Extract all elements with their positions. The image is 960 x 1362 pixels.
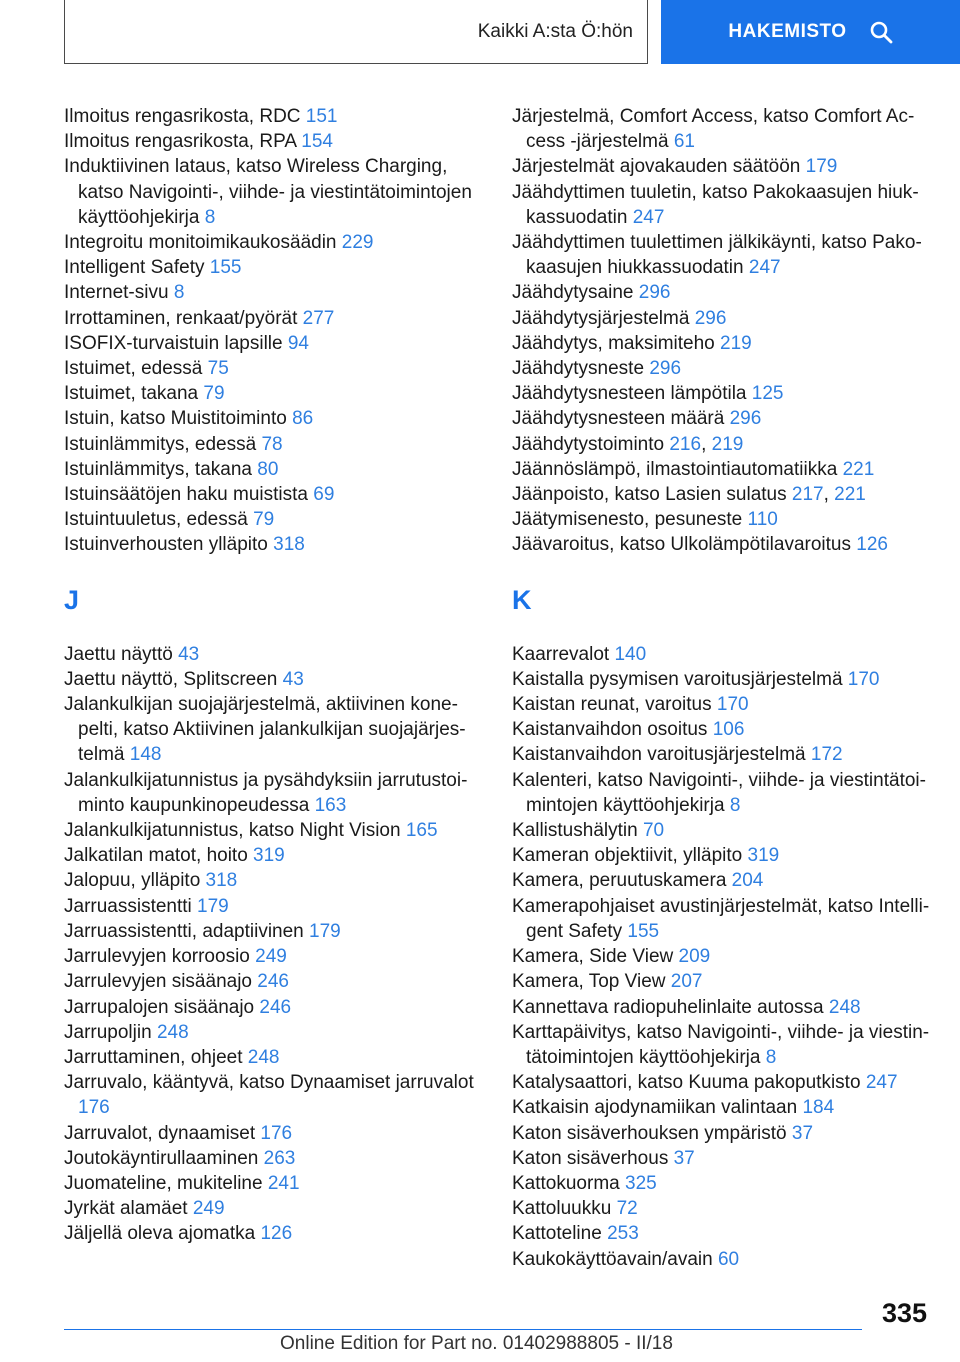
index-entry-text: Kattoluukku [512, 1198, 617, 1220]
index-entry [64, 944, 489, 969]
page-link[interactable]: 249 [192, 1198, 225, 1220]
index-entry [64, 507, 489, 532]
page-link[interactable]: 325 [625, 1172, 657, 1194]
index-entry [64, 1171, 489, 1196]
index-entry [64, 306, 489, 331]
index-entry-text: Kamera, peruutuskamera [512, 870, 732, 892]
index-entry-text: Jäähdytysnesteen määrä [512, 408, 730, 430]
page-link[interactable]: 179 [197, 895, 229, 917]
index-entry [64, 692, 489, 768]
page-link[interactable]: 155 [627, 920, 660, 942]
index-entry-text: Jäännöslämpö, ilmastointiautomatiikka [512, 458, 843, 480]
index-entry-text: Jaettu näyttö, Splitscreen [64, 668, 283, 690]
index-entry-text: Jarruttaminen, ohjeet [64, 1046, 248, 1068]
index-entry-text: Kaarrevalot [512, 643, 615, 665]
index-entry-text: Jäähdytys, maksimiteho [512, 332, 721, 354]
index-entry-text: Jarruvalot, dynaamiset [64, 1122, 261, 1144]
index-entry [64, 768, 489, 818]
index-entry-text: Jäähdytysneste [512, 358, 650, 380]
index-entry-text: Kameran objektiivit, ylläpito [512, 845, 748, 867]
page-link[interactable]: 60 [717, 1248, 740, 1270]
tab-index-label: HAKEMISTO [728, 21, 847, 42]
page-link[interactable]: 209 [678, 946, 711, 968]
index-entry-text: Jalankulkijatunnistus, katso Night Vision [64, 820, 406, 842]
index-entry [512, 1070, 937, 1095]
index-entry-text: Jarruassistentti [64, 895, 198, 917]
index-entry [512, 406, 937, 431]
page-link[interactable]: 176 [260, 1122, 293, 1144]
page-link[interactable]: 80 [257, 458, 279, 480]
page-link[interactable]: 8 [729, 794, 741, 816]
index-entry-text: Jäätymisenesto, pesuneste [512, 509, 748, 531]
index-entry [64, 642, 489, 667]
index-entry [512, 1196, 937, 1221]
index-entry [512, 532, 937, 557]
index-entry [512, 944, 937, 969]
page-link[interactable]: 8 [765, 1046, 777, 1068]
page-link[interactable]: 43 [282, 668, 304, 690]
edition-text: Online Edition for Part no. 01402988805 - II/18 [280, 1333, 673, 1354]
index-entry [512, 230, 937, 280]
page-link[interactable]: 296 [694, 307, 727, 329]
index-entry [64, 129, 489, 154]
index-entry-text: Istuinlämmitys, edessä [64, 433, 262, 455]
index-entry-text: Kallistushälytin [512, 820, 643, 842]
footer-divider [64, 1329, 862, 1330]
index-entry-text: Kaukokäyttöavain/avain [512, 1248, 718, 1270]
page-link[interactable]: 247 [865, 1072, 898, 1094]
index-entry [512, 995, 937, 1020]
page-link[interactable]: 216 [669, 433, 702, 455]
index-column-left [64, 104, 489, 1247]
page-link[interactable]: 86 [292, 408, 314, 430]
index-entry [512, 356, 937, 381]
index-entry [64, 919, 489, 944]
index-entry [64, 1020, 489, 1045]
index-entry-text: Ilmoitus rengasrikosta, RDC [64, 106, 306, 127]
index-entry [64, 154, 489, 230]
page-link[interactable]: 247 [748, 257, 781, 279]
index-entry [64, 356, 489, 381]
index-entry-text: Istuintuuletus, edessä [64, 509, 254, 531]
index-entry [512, 507, 937, 532]
page-link[interactable]: 61 [673, 131, 695, 153]
index-entry-text: Järjestelmä, Comfort Access, katso Comfort Access -järjestelmä [512, 106, 915, 153]
page-link[interactable]: 8 [173, 282, 185, 304]
page-link[interactable]: 110 [747, 509, 778, 531]
index-entry [512, 306, 937, 331]
index-entry [64, 381, 489, 406]
index-entry-text: Jäähdytystoiminto [512, 433, 670, 455]
index-entry-text: Internet-sivu [64, 282, 174, 304]
page-link[interactable]: 126 [856, 534, 888, 556]
page-link[interactable]: 69 [313, 484, 335, 506]
page-link[interactable]: 263 [263, 1147, 296, 1169]
index-entry [64, 482, 489, 507]
index-entry [64, 331, 489, 356]
page-link[interactable]: 184 [802, 1097, 835, 1119]
page-link[interactable]: 148 [129, 744, 162, 766]
index-entry [64, 406, 489, 431]
page-link[interactable]: 246 [259, 996, 292, 1018]
index-entry-text: Ilmoitus rengasrikosta, RPA [64, 131, 302, 153]
index-entry-text: Jäähdytysaine [512, 282, 639, 304]
index-entry-text: Istuimet, takana [64, 383, 204, 405]
index-entry [64, 280, 489, 305]
index-entry-text: Kattoteline [512, 1223, 608, 1245]
index-entry [64, 995, 489, 1020]
index-entry-text: Jäähdytysjärjestelmä [512, 307, 695, 329]
page-link[interactable]: 246 [257, 971, 289, 993]
index-entry [64, 104, 489, 129]
index-entry-text: Kaistalla pysymisen varoitusjärjestelmä [512, 668, 848, 690]
page-link[interactable]: 154 [301, 131, 333, 153]
page-link[interactable]: 179 [309, 920, 341, 942]
index-entry [512, 818, 937, 843]
page-separator: , [823, 484, 835, 506]
page-link[interactable]: 8 [204, 206, 216, 228]
index-entry [64, 532, 489, 557]
index-entry [64, 1070, 489, 1120]
index-entry-text: Katalysaattori, katso Kuuma pakoputkisto [512, 1072, 866, 1094]
index-entry [64, 1121, 489, 1146]
index-entry [512, 868, 937, 893]
index-entry [512, 104, 937, 154]
index-column-right [512, 104, 937, 1272]
index-entry [64, 457, 489, 482]
index-entry [64, 1045, 489, 1070]
page-link[interactable]: 296 [729, 408, 762, 430]
page-link[interactable]: 247 [632, 206, 665, 228]
index-entry [512, 1020, 937, 1070]
index-entry-text: Katon sisäverhous [512, 1147, 674, 1169]
page-link[interactable]: 241 [267, 1172, 300, 1194]
page-link[interactable]: 170 [716, 694, 749, 716]
page-link[interactable]: 163 [314, 794, 347, 816]
index-entry-text: Jalankulkijatunnistus ja pysähdyksiin jarrutustoiminto kaupunkinopeudessa [64, 769, 468, 816]
index-entry [512, 1221, 937, 1246]
index-entry [512, 667, 937, 692]
index-entry [64, 868, 489, 893]
entry-list-j [64, 642, 489, 1247]
index-entry [512, 457, 937, 482]
page-link[interactable]: 165 [405, 820, 438, 842]
index-entry-text: Kalenteri, katso Navigointi-, viihde- ja viestintätoimintojen käyttöohjekirja [512, 769, 926, 816]
index-entry [64, 1146, 489, 1171]
index-entry [64, 255, 489, 280]
index-entry-text: Jäävaroitus, katso Ulkolämpötilavaroitus [512, 534, 857, 556]
page-link[interactable]: 318 [273, 534, 305, 556]
page-link[interactable]: 253 [607, 1223, 639, 1245]
index-entry-text: Irrottaminen, renkaat/pyörät [64, 307, 303, 329]
index-entry-text: Jarrulevyjen korroosio [64, 946, 256, 968]
index-entry [512, 1095, 937, 1120]
index-entry [64, 969, 489, 994]
page-link[interactable]: 75 [207, 358, 229, 380]
page-link[interactable]: 79 [203, 383, 225, 405]
page-link[interactable]: 155 [209, 257, 242, 279]
index-entry [512, 894, 937, 944]
index-entry [512, 331, 937, 356]
index-entry [512, 642, 937, 667]
index-entry [512, 969, 937, 994]
index-entry [64, 843, 489, 868]
tab-index[interactable] [661, 0, 960, 64]
page-link[interactable]: 277 [302, 307, 335, 329]
index-entry [64, 667, 489, 692]
index-entry [512, 717, 937, 742]
page-link[interactable]: 249 [255, 946, 287, 968]
tab-all-a-to-z-label: Kaikki A:sta Ö:hön [477, 20, 633, 42]
index-entry-text: Jäähdyttimen tuulettimen jälkikäynti, katso Pakokaasujen hiukkassuodatin [512, 232, 922, 279]
index-entry-text: Jäänpoisto, katso Lasien sulatus [512, 484, 792, 506]
page-link[interactable]: 106 [712, 719, 745, 741]
page-link[interactable]: 37 [673, 1147, 695, 1169]
page-link[interactable]: 78 [261, 433, 283, 455]
index-entry-text: Jarruvalo, kääntyvä, katso Dynaamiset jarruvalot [64, 1072, 474, 1094]
index-entry-text: Istuinsäätöjen haku muistista [64, 484, 314, 506]
index-entry [512, 843, 937, 868]
page-link[interactable]: 140 [614, 643, 647, 665]
index-entry [512, 1121, 937, 1146]
page-link[interactable]: 219 [711, 433, 744, 455]
section-letter-j: J [64, 584, 80, 615]
index-entry-text: Kaistanvaihdon varoitusjärjestelmä [512, 744, 811, 766]
search-icon[interactable] [869, 20, 893, 44]
index-entry-text: Jalkatilan matot, hoito [64, 845, 254, 867]
page-link[interactable]: 296 [649, 358, 682, 380]
index-entry [512, 280, 937, 305]
footer-edition [280, 1333, 673, 1355]
page-link[interactable]: 248 [247, 1046, 280, 1068]
index-entry [64, 818, 489, 843]
page-link[interactable]: 43 [178, 643, 200, 665]
index-entry-text: Jaettu näyttö [64, 643, 179, 665]
index-entry [512, 1171, 937, 1196]
index-entry [512, 180, 937, 230]
page-link[interactable]: 79 [253, 509, 275, 531]
page-link[interactable]: 207 [670, 971, 703, 993]
index-entry-text: Istuinlämmitys, takana [64, 458, 258, 480]
page-number: 335 [881, 1298, 927, 1328]
index-entry [512, 381, 937, 406]
page-link[interactable]: 170 [847, 668, 880, 690]
index-entry-text: Istuinverhousten ylläpito [64, 534, 274, 556]
index-entry [512, 1146, 937, 1171]
index-entry [512, 692, 937, 717]
index-entry-text: Jäähdytysnesteen lämpötila [512, 383, 752, 405]
page-link[interactable]: 151 [305, 106, 338, 127]
page-link[interactable]: 296 [638, 282, 671, 304]
index-entry-text: Katkaisin ajodynamiikan valintaan [512, 1097, 803, 1119]
index-entry [512, 154, 937, 179]
index-entry-text: Jarrupalojen sisäänajo [64, 996, 260, 1018]
page-link[interactable]: 204 [731, 870, 764, 892]
index-entry [512, 742, 937, 767]
page-link[interactable]: 219 [720, 332, 752, 354]
page-link[interactable]: 70 [642, 820, 665, 842]
index-entry-text: Kaistanvaihdon osoitus [512, 719, 713, 741]
index-entry-text: Katon sisäverhouksen ympäristö [512, 1122, 792, 1144]
page-link[interactable]: 221 [842, 458, 875, 480]
index-entry-text: ISOFIX-turvaistuin lapsille [64, 332, 288, 354]
page-link[interactable]: 126 [260, 1223, 293, 1245]
index-entry-text: Jarrulevyjen sisäänajo [64, 971, 258, 993]
index-entry-text: Kamera, Top View [512, 971, 671, 993]
index-entry-text: Kamera, Side View [512, 946, 679, 968]
index-entry-text: Jäähdyttimen tuuletin, katso Pakokaasujen hiukkassuodatin [512, 181, 919, 228]
page-link[interactable]: 179 [805, 156, 838, 178]
page-link[interactable]: 248 [828, 996, 861, 1018]
index-entry-text: Istuin, katso Muistitoiminto [64, 408, 293, 430]
index-entry-text: Kattokuorma [512, 1172, 625, 1194]
index-entry-text: Karttapäivitys, katso Navigointi-, viihde- ja viestintätoimintojen käyttöohjekirja [512, 1021, 930, 1068]
page-link[interactable]: 176 [78, 1097, 110, 1119]
page-link[interactable]: 319 [747, 845, 780, 867]
entry-list-i [64, 104, 489, 558]
index-entry-text: Jalopuu, ylläpito [64, 870, 206, 892]
index-entry [512, 1247, 937, 1272]
index-entry-text: Järjestelmät ajovakauden säätöön [512, 156, 806, 178]
entry-list-j-continued [512, 104, 937, 558]
index-entry-text: Kaistan reunat, varoitus [512, 694, 717, 716]
index-entry-text: Jalankulkijan suojajärjestelmä, aktiivinen konepelti, katso Aktiivinen jalankulkijan suojajärjestelmä [64, 694, 466, 766]
index-entry [512, 482, 937, 507]
page-link[interactable]: 72 [616, 1198, 638, 1220]
page-link[interactable]: 248 [156, 1021, 189, 1043]
index-entry-text: Juomateline, mukiteline [64, 1172, 268, 1194]
page-link[interactable]: 125 [751, 383, 784, 405]
section-letter-k: K [512, 584, 532, 615]
page-link[interactable]: 318 [205, 870, 238, 892]
index-entry-text: Jarrupoljin [64, 1021, 157, 1043]
index-entry [64, 1196, 489, 1221]
index-entry-text: Kannettava radiopuhelinlaite autossa [512, 996, 829, 1018]
tab-all-a-to-z[interactable] [64, 0, 648, 64]
index-entry [512, 768, 937, 818]
entry-list-k [512, 642, 937, 1272]
index-entry-text: Intelligent Safety [64, 257, 210, 279]
index-entry [512, 432, 937, 457]
index-entry [64, 432, 489, 457]
page-link[interactable]: 94 [287, 332, 309, 354]
index-entry [64, 230, 489, 255]
index-entry-text: Jäljellä oleva ajomatka [64, 1223, 261, 1245]
index-entry-text: Jyrkät alamäet [64, 1198, 193, 1220]
index-entry [64, 1221, 489, 1246]
page-link[interactable]: 217 [791, 484, 824, 506]
page-link[interactable]: 229 [341, 232, 374, 254]
index-entry [64, 894, 489, 919]
page-link[interactable]: 319 [253, 845, 285, 867]
index-entry-text: Joutokäyntirullaaminen [64, 1147, 264, 1169]
index-entry-text: Integroitu monitoimikaukosäädin [64, 232, 342, 254]
index-entry-text: Istuimet, edessä [64, 358, 208, 380]
page-separator: , [701, 433, 712, 455]
index-entry-text: Kamerapohjaiset avustinjärjestelmät, katso Intelligent Safety [512, 895, 930, 942]
page-link[interactable]: 221 [834, 484, 866, 506]
index-entry-text: Induktiivinen lataus, katso Wireless Charging, katso Navigointi-, viihde- ja viestintätoimintojen käyttöohjekirja [64, 156, 472, 228]
index-entry-text: Jarruassistentti, adaptiivinen [64, 920, 310, 942]
page-link[interactable]: 37 [791, 1122, 814, 1144]
page-link[interactable]: 172 [810, 744, 843, 766]
